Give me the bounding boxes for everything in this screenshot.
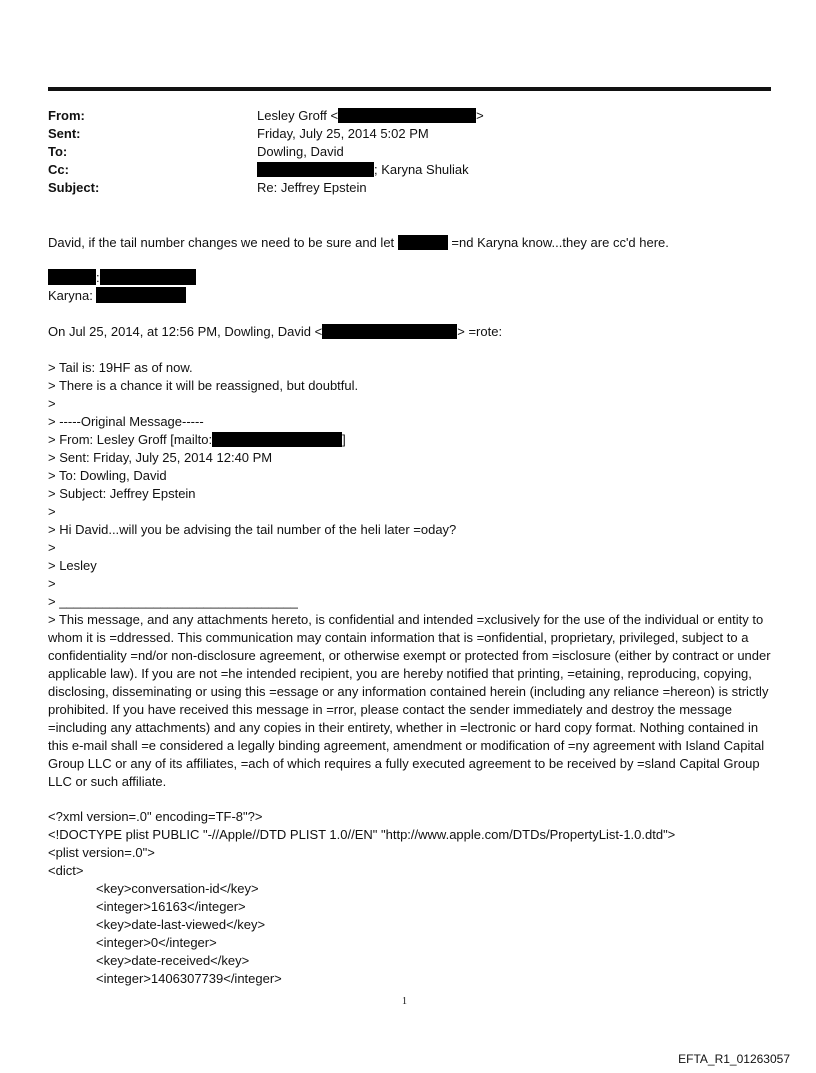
- quote-line: > Subject: Jeffrey Epstein: [48, 486, 196, 501]
- from-label: From:: [48, 108, 85, 123]
- on-date-text-b: > =rote:: [457, 324, 503, 339]
- quote-line: > _________________________________: [48, 594, 298, 609]
- xml-entry: <key>conversation-id</key>: [96, 881, 259, 896]
- quote-line: >: [48, 504, 56, 519]
- on-date-line: [48, 323, 502, 341]
- redaction-block: [338, 108, 476, 123]
- quote-from-line: [48, 431, 346, 449]
- quote-line: > Tail is: 19HF as of now.: [48, 360, 193, 375]
- intro-line: [48, 234, 669, 252]
- quote-line: > To: Dowling, David: [48, 468, 167, 483]
- header-rule: [48, 87, 771, 91]
- contact-colon: :: [96, 270, 100, 285]
- xml-entry: <integer>0</integer>: [96, 935, 217, 950]
- confidentiality-disclaimer: > This message, and any attachments hereto, is confidential and intended =xclusively for the use of the individual or entity to whom it is =ddressed. This communication may contain information that is =onfidential, proprietary, privileged, subject to a confidentiality =nd/or non-disclosure agreement, or otherwise exempt or protected from =isclosure (either by contract or under applicable law). If you are not =he intended recipient, you are hereby notified that printing, =etaining, reproducing, copying, disclosing, disseminating or using this =essage or any information contained herein (including any reliance =hereon) is strictly prohibited. If you have received this message in =rror, please contact the sender immediately and destroy the message =including any attachments) and any copies in their entirety, whether in =lectronic or hard copy format. Nothing contained in this e-mail shall =e considered a legally binding agreement, amendment or modification of =ny agreement with Island Capital Group LLC or any of its affiliates, =ach of which requires a fully executed agreement to be received by =sland Capital Group LLC or such affiliate.: [48, 612, 771, 789]
- quote-line: >: [48, 396, 56, 411]
- intro-text-a: David, if the tail number changes we need to be sure and let: [48, 235, 395, 250]
- quote-line: > Sent: Friday, July 25, 2014 12:40 PM: [48, 450, 273, 465]
- redaction-block: [100, 269, 196, 285]
- xml-doctype: <!DOCTYPE plist PUBLIC "-//Apple//DTD PLIST 1.0//EN" "http://www.apple.com/DTDs/PropertyList-1.0.dtd">: [48, 827, 676, 842]
- xml-entry: <key>date-last-viewed</key>: [96, 917, 266, 932]
- mailto-close: ]: [342, 432, 346, 447]
- from-close: >: [476, 108, 484, 123]
- xml-entry: <key>date-received</key>: [96, 953, 250, 968]
- subject-value: Re: Jeffrey Epstein: [257, 180, 367, 195]
- quote-line: > Hi David...will you be advising the tail number of the heli later =oday?: [48, 522, 457, 537]
- on-date-text-a: On Jul 25, 2014, at 12:56 PM, Dowling, David <: [48, 324, 323, 339]
- to-value: Dowling, David: [257, 144, 344, 159]
- karyna-label: Karyna:: [48, 288, 93, 303]
- quote-line: > Lesley: [48, 558, 97, 573]
- subject-label: Subject:: [48, 180, 100, 195]
- redaction-block: [212, 432, 342, 447]
- cc-value: [257, 161, 469, 179]
- sent-label: Sent:: [48, 126, 81, 141]
- from-name: Lesley Groff <: [257, 108, 339, 123]
- intro-text-b: =nd Karyna know...they are cc'd here.: [451, 235, 669, 250]
- page-number: 1: [402, 996, 407, 1007]
- redaction-block: [96, 287, 186, 303]
- xml-entry: <integer>1406307739</integer>: [96, 971, 282, 986]
- xml-declaration: <?xml version=.0" encoding=TF-8"?>: [48, 809, 263, 824]
- redaction-block: [48, 269, 96, 285]
- sent-value: Friday, July 25, 2014 5:02 PM: [257, 126, 429, 141]
- cc-label: Cc:: [48, 162, 69, 177]
- karyna-line: [48, 287, 186, 305]
- redaction-block: [398, 235, 448, 250]
- quote-line: > There is a chance it will be reassigned, but doubtful.: [48, 378, 359, 393]
- xml-dict-open: <dict>: [48, 863, 84, 878]
- cc-names: ; Karyna Shuliak: [374, 162, 469, 177]
- document-id: EFTA_R1_01263057: [678, 1052, 790, 1066]
- xml-plist-open: <plist version=.0">: [48, 845, 155, 860]
- quote-from-text: > From: Lesley Groff [mailto:: [48, 432, 213, 447]
- quote-line: >: [48, 540, 56, 555]
- redaction-block: [322, 324, 457, 339]
- redacted-contact-line: [48, 269, 196, 287]
- redaction-block: [257, 162, 374, 177]
- quote-line: > -----Original Message-----: [48, 414, 204, 429]
- xml-entry: <integer>16163</integer>: [96, 899, 246, 914]
- from-value: [257, 107, 484, 125]
- to-label: To:: [48, 144, 68, 159]
- quote-line: >: [48, 576, 56, 591]
